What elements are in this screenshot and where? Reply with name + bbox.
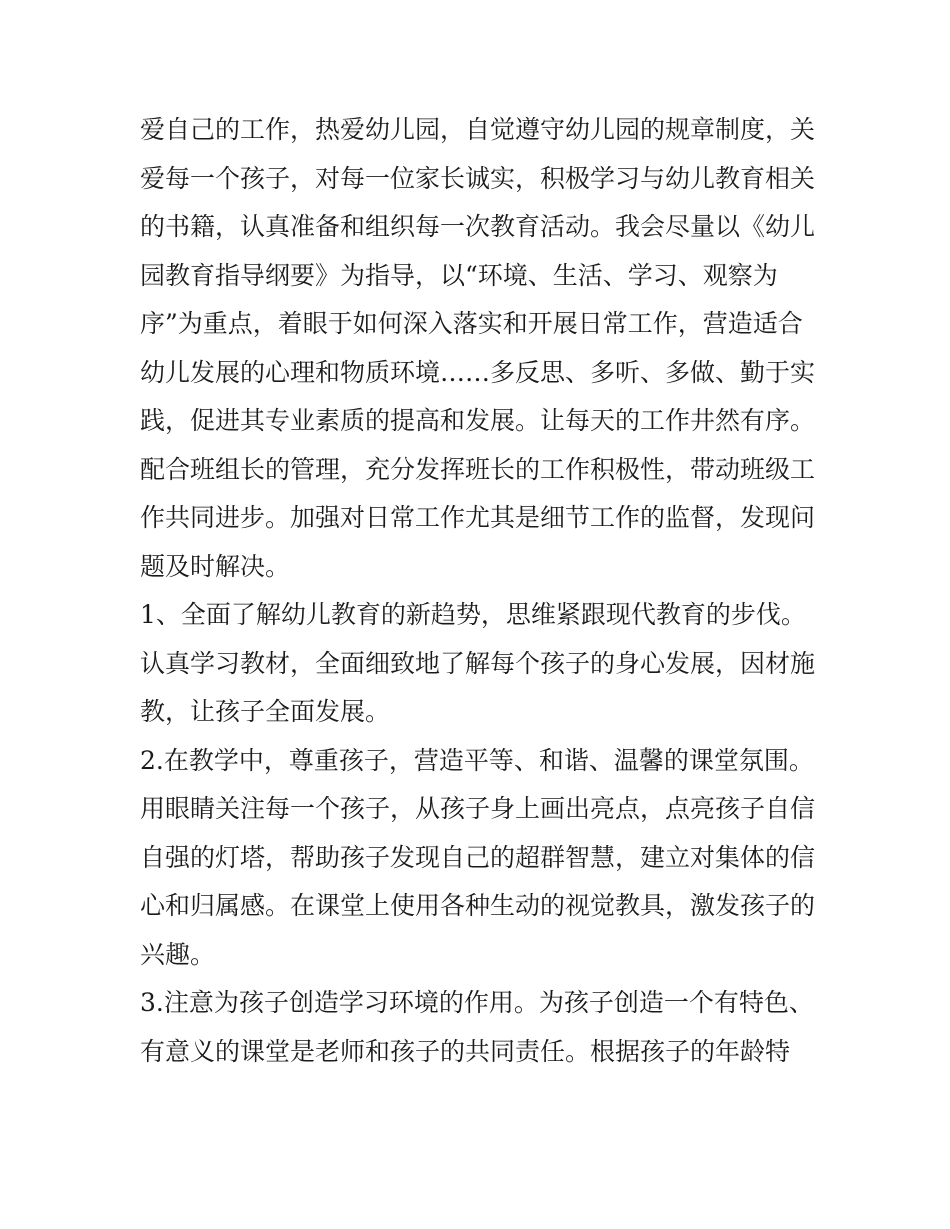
text-line: 用眼睛关注每一个孩子，从孩子身上画出亮点，点亮孩子自信 — [140, 794, 816, 823]
body-text — [140, 106, 830, 1076]
text-line: 兴趣。 — [140, 939, 216, 969]
text-line: 幼儿发展的心理和物质环境……多反思、多听、多做、勤于实 — [140, 357, 816, 387]
list-item-3: 3.注意为孩子创造学习环境的作用。为孩子创造一个有特色、 — [140, 988, 814, 1017]
text-line: 作共同进步。加强对日常工作尤其是细节工作的监督，发现问 — [140, 503, 816, 532]
text-line: 爱每一个孩子，对每一位家长诚实，积极学习与幼儿教育相关 — [140, 163, 816, 193]
text-line: 配合班组长的管理，充分发挥班长的工作积极性，带动班级工 — [140, 454, 816, 484]
text-line: 心和归属感。在课堂上使用各种生动的视觉教具，激发孩子的 — [140, 891, 816, 920]
text-line: 自强的灯塔，帮助孩子发现自己的超群智慧，建立对集体的信 — [140, 842, 816, 872]
text-line: 园教育指导纲要》为指导，以“环境、生活、学习、观察为 — [140, 260, 778, 290]
text-line: 有意义的课堂是老师和孩子的共同责任。根据孩子的年龄特 — [140, 1036, 791, 1066]
text-line: 序”为重点，着眼于如何深入落实和开展日常工作，营造适合 — [140, 309, 803, 338]
text-line: 教，让孩子全面发展。 — [140, 697, 391, 726]
text-line: 题及时解决。 — [140, 551, 291, 581]
text-line: 爱自己的工作，热爱幼儿园，自觉遵守幼儿园的规章制度，关 — [140, 115, 816, 144]
list-item-1: 1、全面了解幼儿教育的新趋势，思维紧跟现代教育的步伐。 — [140, 600, 806, 629]
text-line: 践，促进其专业素质的提高和发展。让每天的工作井然有序。 — [140, 406, 816, 435]
text-line: 的书籍，认真准备和组织每一次教育活动。我会尽量以《幼儿 — [140, 212, 816, 241]
list-item-2: 2.在教学中，尊重孩子，营造平等、和谐、温馨的课堂氛围。 — [140, 745, 814, 775]
text-line: 认真学习教材，全面细致地了解每个孩子的身心发展，因材施 — [140, 648, 816, 678]
